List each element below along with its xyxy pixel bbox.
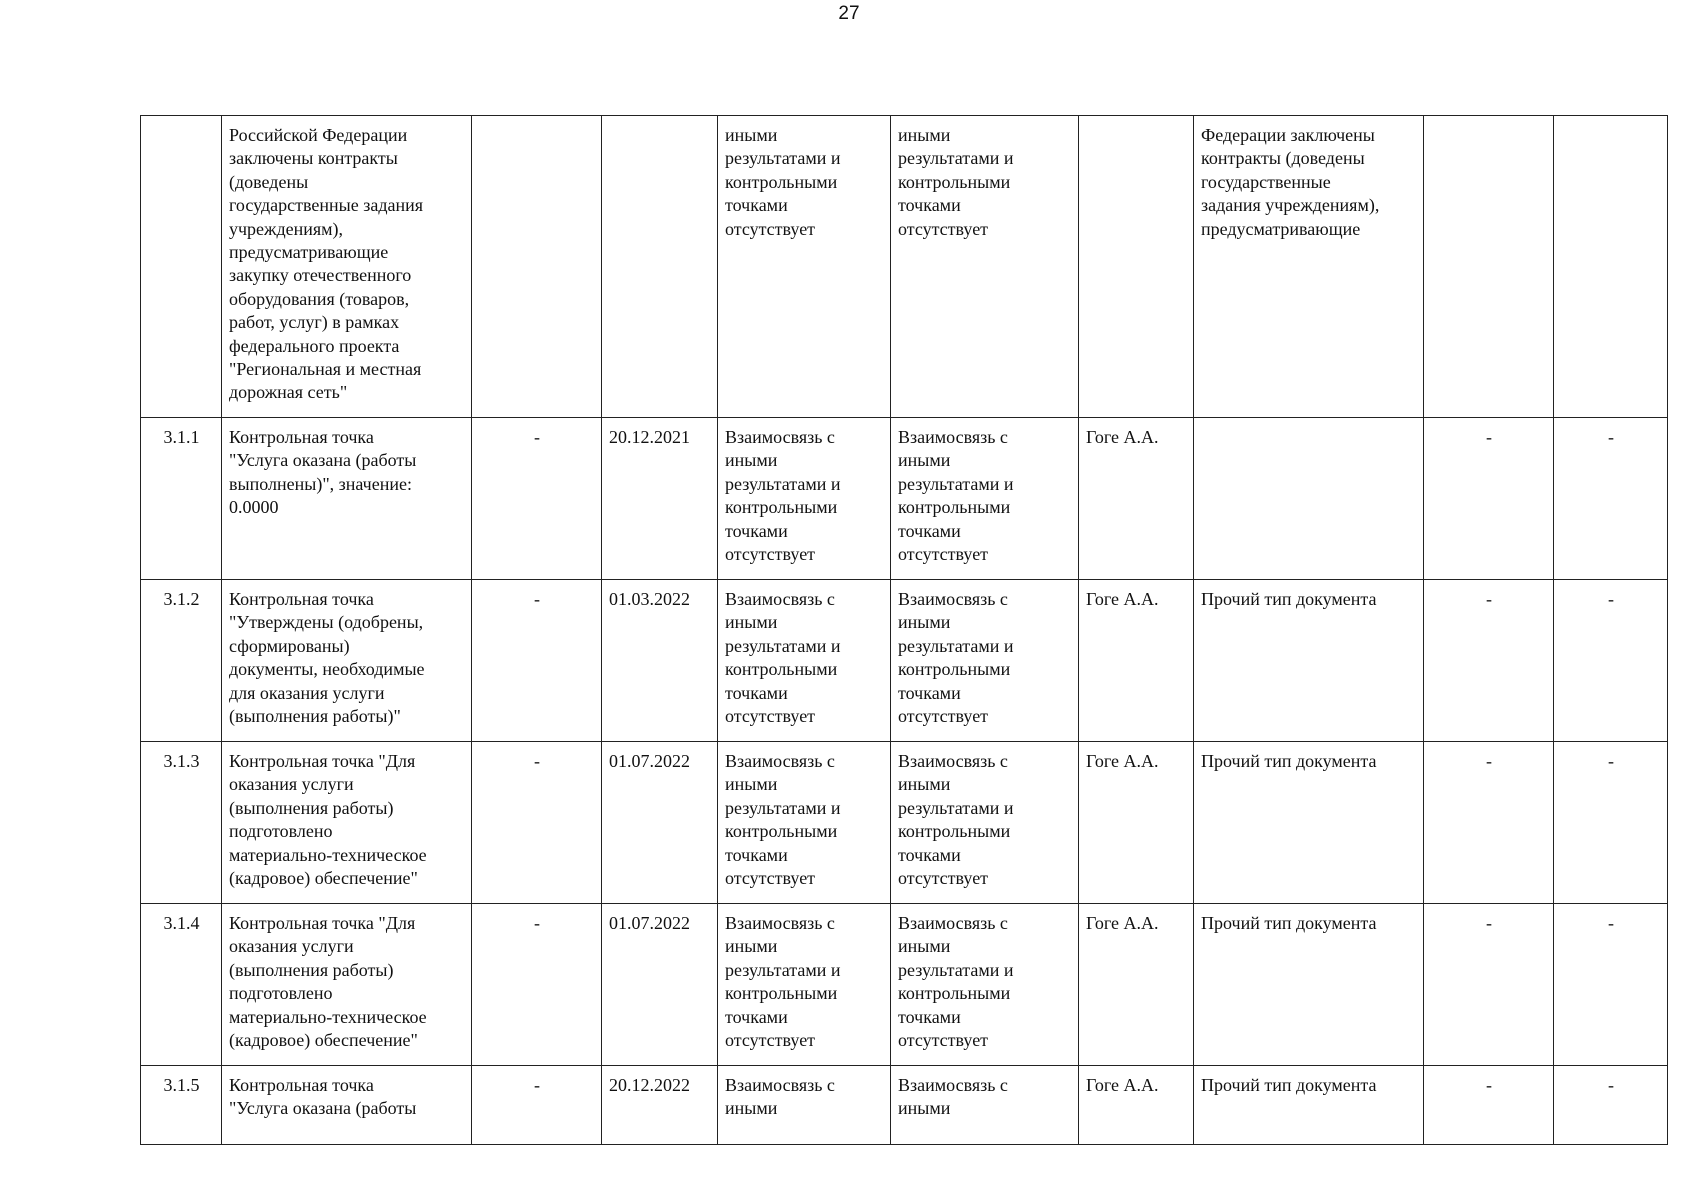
row-col10 [1554, 116, 1668, 418]
row-responsible [1079, 116, 1194, 418]
description-text: Контрольная точка "Для оказания услуги (выполнения работы) подготовлено материально-техническое (кадровое) обеспечение" [229, 913, 427, 1051]
row-document [1194, 1066, 1424, 1145]
row-col3: - [472, 904, 602, 1066]
relation-next-text: Взаимосвязь с иными результатами и контрольными точками отсутствует [898, 751, 1014, 889]
row-relation-prev [718, 904, 891, 1066]
row-document [1194, 904, 1424, 1066]
row-relation-prev [718, 418, 891, 580]
description-text: Российской Федерации заключены контракты (доведены государственные задания учреждениям), предусматривающие закупку отечественного оборудования (товаров, работ, услуг) в рамках федерального проекта "Региональная и местная дорожная сеть" [229, 125, 424, 403]
page-number: 27 [838, 3, 860, 24]
row-relation-next [891, 904, 1079, 1066]
row-col3: - [472, 1066, 602, 1145]
row-document [1194, 580, 1424, 742]
relation-next-text: Взаимосвязь с иными результатами и контрольными точками отсутствует [898, 589, 1014, 727]
row-document [1194, 742, 1424, 904]
relation-prev-text: Взаимосвязь с иными результатами и контрольными точками отсутствует [725, 751, 841, 889]
milestones-table [140, 115, 1668, 1145]
row-number [141, 116, 222, 418]
description-text: Контрольная точка "Услуга оказана (работы [229, 1075, 417, 1119]
table-row [141, 116, 1668, 418]
row-col10: - [1554, 904, 1668, 1066]
relation-next-text: Взаимосвязь с иными результатами и контрольными точками отсутствует [898, 913, 1014, 1051]
description-text: Контрольная точка "Услуга оказана (работы выполнены)", значение: 0.0000 [229, 427, 417, 518]
row-relation-next [891, 580, 1079, 742]
row-responsible: Гоге А.А. [1079, 418, 1194, 580]
row-description [222, 116, 472, 418]
row-responsible: Гоге А.А. [1079, 904, 1194, 1066]
row-col3 [472, 116, 602, 418]
table-row [141, 742, 1668, 904]
row-document [1194, 116, 1424, 418]
row-description [222, 904, 472, 1066]
row-col3: - [472, 580, 602, 742]
table-row [141, 418, 1668, 580]
relation-next-text: Взаимосвязь с иными [898, 1075, 1008, 1119]
relation-next-text: иными результатами и контрольными точками отсутствует [898, 125, 1014, 239]
row-relation-next [891, 116, 1079, 418]
relation-prev-text: иными результатами и контрольными точками отсутствует [725, 125, 841, 239]
row-relation-next [891, 1066, 1079, 1145]
document-text: Прочий тип документа [1201, 751, 1377, 771]
row-relation-next [891, 418, 1079, 580]
relation-prev-text: Взаимосвязь с иными результатами и контрольными точками отсутствует [725, 427, 841, 565]
row-col10: - [1554, 1066, 1668, 1145]
description-text: Контрольная точка "Для оказания услуги (выполнения работы) подготовлено материально-техническое (кадровое) обеспечение" [229, 751, 427, 889]
row-number: 3.1.4 [141, 904, 222, 1066]
row-number: 3.1.5 [141, 1066, 222, 1145]
table-row [141, 580, 1668, 742]
row-col3: - [472, 418, 602, 580]
row-col9: - [1424, 904, 1554, 1066]
row-col9: - [1424, 580, 1554, 742]
row-number: 3.1.3 [141, 742, 222, 904]
row-col9: - [1424, 1066, 1554, 1145]
document-text: Прочий тип документа [1201, 913, 1377, 933]
row-responsible: Гоге А.А. [1079, 1066, 1194, 1145]
table-row [141, 904, 1668, 1066]
row-date [602, 116, 718, 418]
relation-prev-text: Взаимосвязь с иными результатами и контрольными точками отсутствует [725, 589, 841, 727]
row-relation-next [891, 742, 1079, 904]
row-description [222, 1066, 472, 1145]
row-description [222, 742, 472, 904]
row-date: 20.12.2022 [602, 1066, 718, 1145]
row-col3: - [472, 742, 602, 904]
row-relation-prev [718, 580, 891, 742]
row-col9: - [1424, 418, 1554, 580]
row-date: 01.07.2022 [602, 904, 718, 1066]
row-date: 20.12.2021 [602, 418, 718, 580]
row-number: 3.1.1 [141, 418, 222, 580]
row-date: 01.03.2022 [602, 580, 718, 742]
relation-prev-text: Взаимосвязь с иными [725, 1075, 835, 1119]
document-text: Прочий тип документа [1201, 1075, 1377, 1095]
row-relation-prev [718, 742, 891, 904]
row-col10: - [1554, 418, 1668, 580]
row-responsible: Гоге А.А. [1079, 580, 1194, 742]
row-relation-prev [718, 116, 891, 418]
row-col9: - [1424, 742, 1554, 904]
row-description [222, 580, 472, 742]
table-row [141, 1066, 1668, 1145]
row-col10: - [1554, 742, 1668, 904]
row-description [222, 418, 472, 580]
relation-next-text: Взаимосвязь с иными результатами и контрольными точками отсутствует [898, 427, 1014, 565]
description-text: Контрольная точка "Утверждены (одобрены, сформированы) документы, необходимые для оказания услуги (выполнения работы)" [229, 589, 425, 727]
document-text: Прочий тип документа [1201, 589, 1377, 609]
row-document [1194, 418, 1424, 580]
row-responsible: Гоге А.А. [1079, 742, 1194, 904]
row-date: 01.07.2022 [602, 742, 718, 904]
relation-prev-text: Взаимосвязь с иными результатами и контрольными точками отсутствует [725, 913, 841, 1051]
row-col10: - [1554, 580, 1668, 742]
document-text: Федерации заключены контракты (доведены государственные задания учреждениям), предусматривающие [1201, 125, 1380, 239]
row-relation-prev [718, 1066, 891, 1145]
row-col9 [1424, 116, 1554, 418]
row-number: 3.1.2 [141, 580, 222, 742]
